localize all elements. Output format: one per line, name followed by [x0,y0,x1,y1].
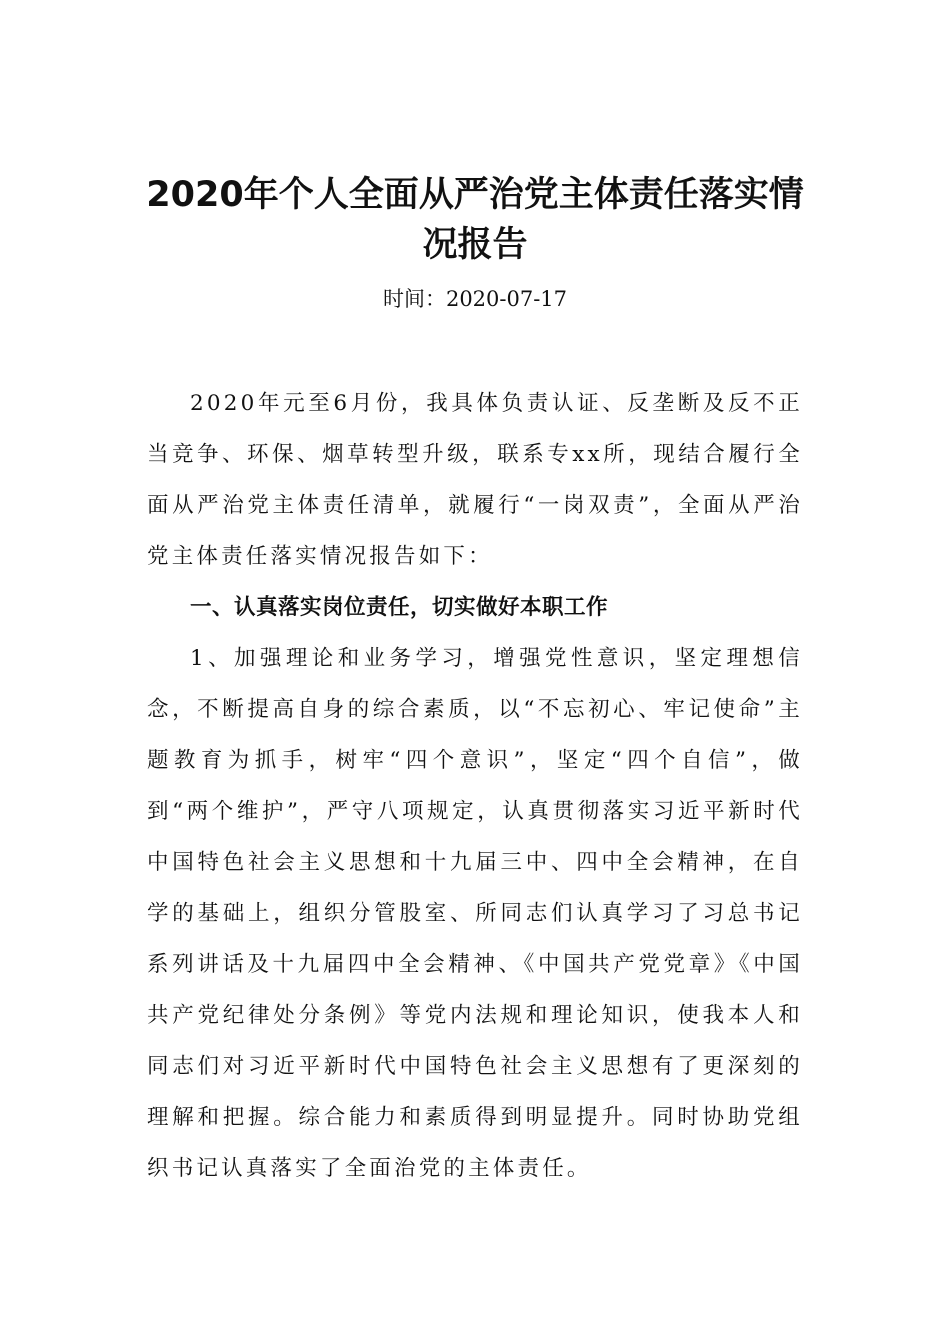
intro-paragraph: 2020年元至6月份，我具体负责认证、反垄断及反不正当竞争、环保、烟草转型升级，联系专xx所，现结合履行全面从严治党主体责任清单，就履行“一岗双责”，全面从严治党主体责任落实情况报告如下： [147,391,803,569]
document-title: 2020年个人全面从严治党主体责任落实情况报告 [146,175,804,265]
section-heading: 一、认真落实岗位责任，切实做好本职工作 [190,595,609,620]
body-paragraph: 1、加强理论和业务学习，增强党性意识，坚定理想信念，不断提高自身的综合素质，以“不忘初心、牢记使命”主题教育为抓手，树牢“四个意识”，坚定“四个自信”，做到“两个维护”，严守八项规定，认真贯彻落实习近平新时代中国特色社会主义思想和十九届三中、四中全会精神，在自学的基础上，组织分管股室、所同志们认真学习了习总书记系列讲话及十九届四中全会精神、《中国共产党党章》《中国共产党纪律处分条例》等党内法规和理论知识，使我本人和同志们对习近平新时代中国特色社会主义思想有了更深刻的理解和把握。综合能力和素质得到明显提升。同时协助党组织书记认真落实了全面治党的主体责任。 [147,646,803,1181]
document-body [147,378,803,1194]
document-date: 时间：2020-07-17 [382,287,568,311]
